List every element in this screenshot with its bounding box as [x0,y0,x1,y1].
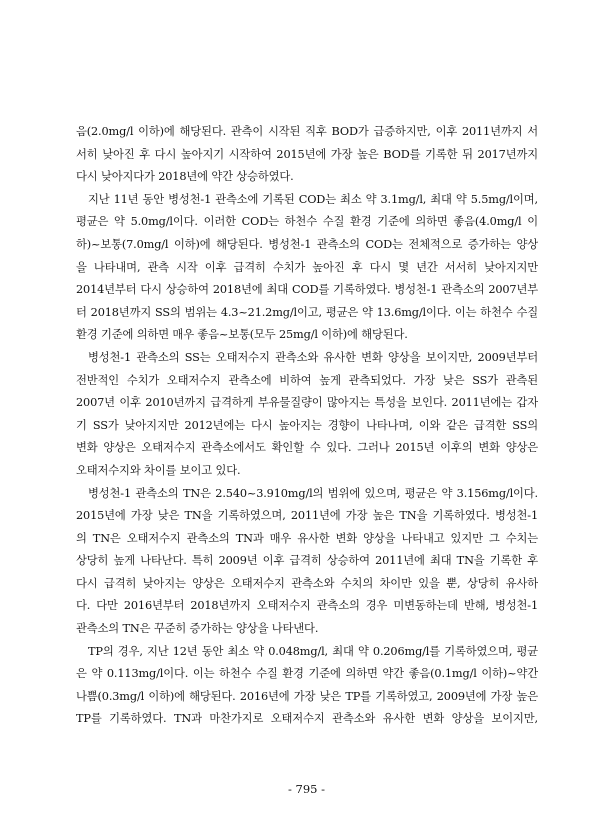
body-text [76,121,538,731]
text-line: 2007년 이후 2010년까지 급격하게 부유물질량이 많아지는 특성을 보인다. 2011년에는 갑자 [76,396,538,410]
text-line: 변화 양상은 오태저수지 관측소에서도 확인할 수 있다. 그러나 2015년 이후의 변화 양상은 [76,441,538,455]
paragraph-1 [76,121,538,189]
text-line: 다. 다만 2016년부터 2018년까지 오태저수지 관측소의 경우 미변동하는데 반해, 병성천-1 [76,599,538,613]
text-line: 지난 11년 동안 병성천-1 관측소에 기록된 COD는 최소 약 3.1mg/l, 최대 약 5.5mg/l이며, [88,192,538,206]
text-line: 을 나타내며, 관측 시작 이후 급격히 수치가 높아진 후 다시 몇 년간 서서히 낮아지지만 [76,260,538,274]
paragraph-4 [76,483,538,641]
text-line: 기 SS가 낮아지지만 2012년에는 다시 높아지는 경향이 나타나며, 이와 같은 급격한 SS의 [76,418,538,432]
text-line: 하)~보통(7.0mg/l 이하)에 해당된다. 병성천-1 관측소의 COD는 전체적으로 증가하는 양상 [76,237,538,251]
text-line: 2015년에 가장 낮은 TN을 기록하였으며, 2011년에 가장 높은 TN을 기록하였다. 병성천-1 [76,509,538,523]
text-line: TP를 기록하였다. TN과 마찬가지로 오태저수지 관측소와 유사한 변화 양상을 보이지만, [76,712,538,726]
text-line: 전반적인 수치가 오태저수지 관측소에 비하여 높게 관측되었다. 가장 낮은 SS가 관측된 [76,373,538,387]
text-line: 서히 낮아진 후 다시 높아지기 시작하여 2015년에 가장 높은 BOD를 기록한 뒤 2017년까지 [76,147,538,161]
text-line: 상당히 높게 나타난다. 특히 2009년 이후 급격히 상승하여 2011년에 최대 TN을 기록한 후 [76,554,538,568]
text-line: 오태저수지와 차이를 보이고 있다. [76,463,241,477]
text-line: TP의 경우, 지난 12년 동안 최소 약 0.048mg/l, 최대 약 0.206mg/l를 기록하였으며, 평균 [88,644,538,658]
text-line: 다시 급격히 낮아지는 양상은 오태저수지 관측소와 수치의 차이만 있을 뿐, 상당히 유사하 [76,576,538,590]
text-line: 다시 낮아지다가 2018년에 약간 상승하였다. [76,170,294,184]
paragraph-2 [76,189,538,347]
text-line: 의 TN은 오태저수지 관측소의 TN과 매우 유사한 변화 양상을 나타내고 있지만 그 수치는 [76,531,538,545]
text-line: 터 2018년까지 SS의 범위는 4.3~21.2mg/l이고, 평균은 약 13.6mg/l이다. 이는 하천수 수질 [76,305,538,319]
text-line: 환경 기준에 의하면 매우 좋음~보통(모두 25mg/l 이하)에 해당된다. [76,328,408,342]
page-number: - 795 - [287,782,326,796]
text-line: 병성천-1 관측소의 SS는 오태저수지 관측소와 유사한 변화 양상을 보이지만, 2009년부터 [88,350,538,364]
paragraph-5 [76,641,538,731]
text-line: 2014년부터 다시 상승하여 2018년에 최대 COD를 기록하였다. 병성천-1 관측소의 2007년부 [76,283,538,297]
paragraph-3 [76,347,538,483]
text-line: 병성천-1 관측소의 TN은 2.540~3.910mg/l의 범위에 있으며, 평균은 약 3.156mg/l이다. [88,486,538,500]
text-line: 관측소의 TN은 꾸준히 증가하는 양상을 나타낸다. [76,622,319,636]
text-line: 음(2.0mg/l 이하)에 해당된다. 관측이 시작된 직후 BOD가 급증하지만, 이후 2011년까지 서 [76,125,538,138]
text-line: 나쁨(0.3mg/l 이하)에 해당된다. 2016년에 가장 낮은 TP를 기록하였고, 2009년에 가장 높은 [76,689,538,703]
text-line: 은 약 0.113mg/l이다. 이는 하천수 수질 환경 기준에 의하면 약간 좋음(0.1mg/l 이하)~약간 [76,667,538,681]
text-line: 평균은 약 5.0mg/l이다. 이러한 COD는 하천수 수질 환경 기준에 의하면 좋음(4.0mg/l 이 [76,215,538,229]
